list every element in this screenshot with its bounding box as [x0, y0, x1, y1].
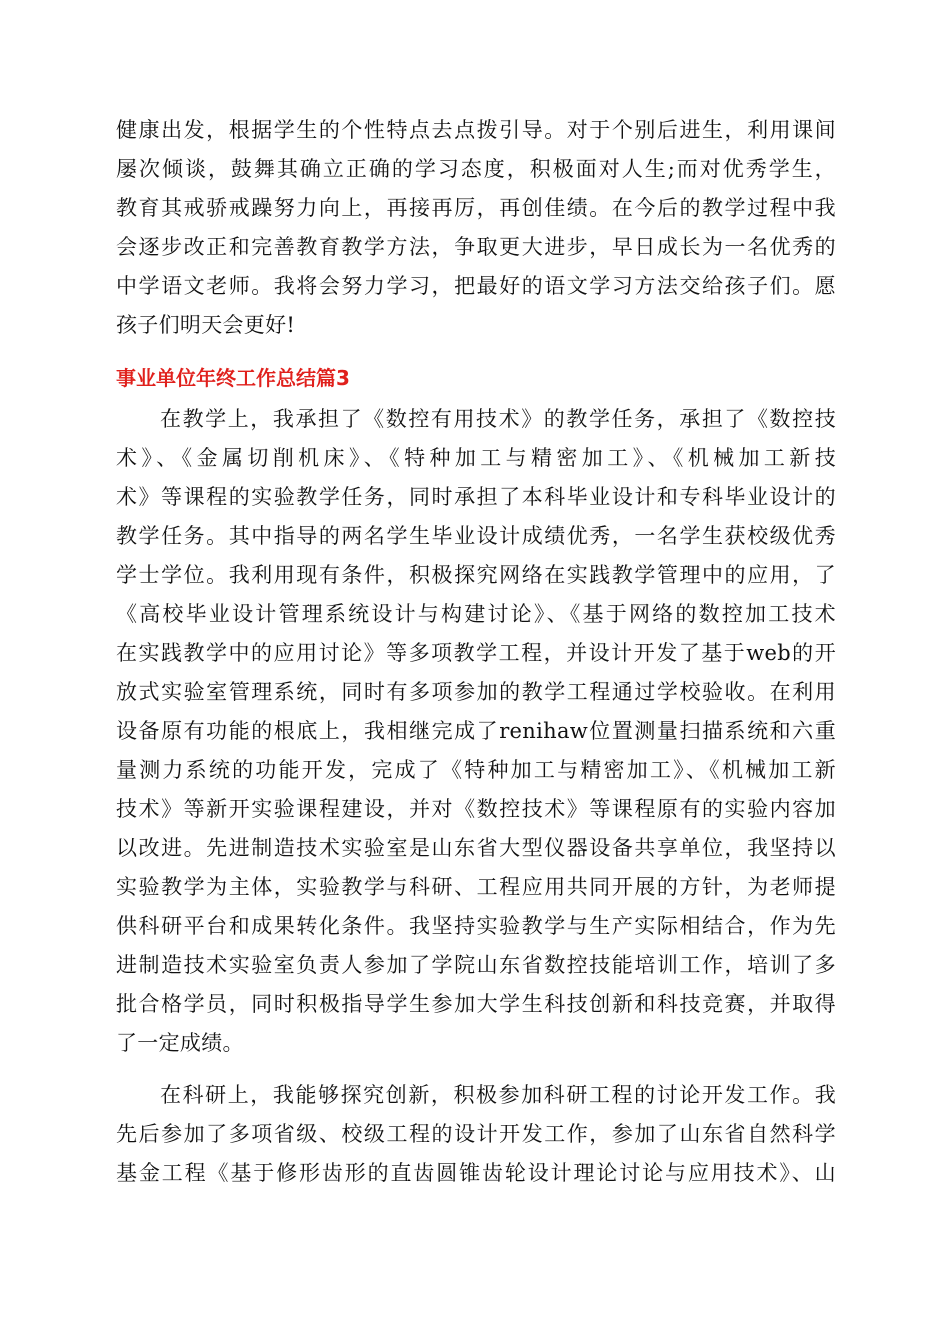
body-text-line: 设备原有功能的根底上，我相继完成了renihaw位置测量扫描系统和六重: [116, 719, 836, 743]
body-text-line: 孩子们明天会更好!: [116, 313, 296, 337]
body-text-line: 教学任务。其中指导的两名学生毕业设计成绩优秀，一名学生获校级优秀: [116, 524, 836, 548]
body-text-line: 在实践教学中的应用讨论》等多项教学工程，并设计开发了基于web的开: [116, 641, 836, 665]
body-text-line: 量测力系统的功能开发，完成了《特种加工与精密加工》、《机械加工新: [116, 758, 836, 782]
body-text-line: 屡次倾谈，鼓舞其确立正确的学习态度，积极面对人生;而对优秀学生，: [116, 157, 836, 181]
body-text-line: 术》、《金属切削机床》、《特种加工与精密加工》、《机械加工新技: [116, 446, 836, 470]
body-text-line: 放式实验室管理系统，同时有多项参加的教学工程通过学校验收。在利用: [116, 680, 836, 704]
section-heading: 事业单位年终工作总结篇3: [116, 366, 350, 390]
body-text-line: 先后参加了多项省级、校级工程的设计开发工作，参加了山东省自然科学: [116, 1122, 836, 1146]
body-text-line: 进制造技术实验室负责人参加了学院山东省数控技能培训工作，培训了多: [116, 953, 836, 977]
body-text-line: 《高校毕业设计管理系统设计与构建讨论》、《基于网络的数控加工技术: [116, 602, 836, 626]
body-text-line: 健康出发，根据学生的个性特点去点拨引导。对于个别后进生，利用课间: [116, 118, 836, 142]
body-text-line: 术》等课程的实验教学任务，同时承担了本科毕业设计和专科毕业设计的: [116, 485, 836, 509]
paragraph-first-line: 在教学上，我承担了《数控有用技术》的教学任务，承担了《数控技: [160, 407, 836, 431]
body-text-line: 以改进。先进制造技术实验室是山东省大型仪器设备共享单位，我坚持以: [116, 836, 836, 860]
body-text-line: 中学语文老师。我将会努力学习，把最好的语文学习方法交给孩子们。愿: [116, 274, 836, 298]
body-text-line: 学士学位。我利用现有条件，积极探究网络在实践教学管理中的应用，了: [116, 563, 836, 587]
body-text-line: 基金工程《基于修形齿形的直齿圆锥齿轮设计理论讨论与应用技术》、山: [116, 1161, 836, 1185]
body-text-line: 批合格学员，同时积极指导学生参加大学生科技创新和科技竞赛，并取得: [116, 992, 836, 1016]
body-text-line: 教育其戒骄戒躁努力向上，再接再厉，再创佳绩。在今后的教学过程中我: [116, 196, 836, 220]
body-text-line: 了一定成绩。: [116, 1031, 244, 1055]
body-text-line: 会逐步改正和完善教育教学方法，争取更大进步，早日成长为一名优秀的: [116, 235, 836, 259]
paragraph-first-line: 在科研上，我能够探究创新，积极参加科研工程的讨论开发工作。我: [160, 1083, 836, 1107]
body-text-line: 供科研平台和成果转化条件。我坚持实验教学与生产实际相结合，作为先: [116, 914, 836, 938]
body-text-line: 实验教学为主体，实验教学与科研、工程应用共同开展的方针，为老师提: [116, 875, 836, 899]
body-text-line: 技术》等新开实验课程建设，并对《数控技术》等课程原有的实验内容加: [116, 797, 836, 821]
